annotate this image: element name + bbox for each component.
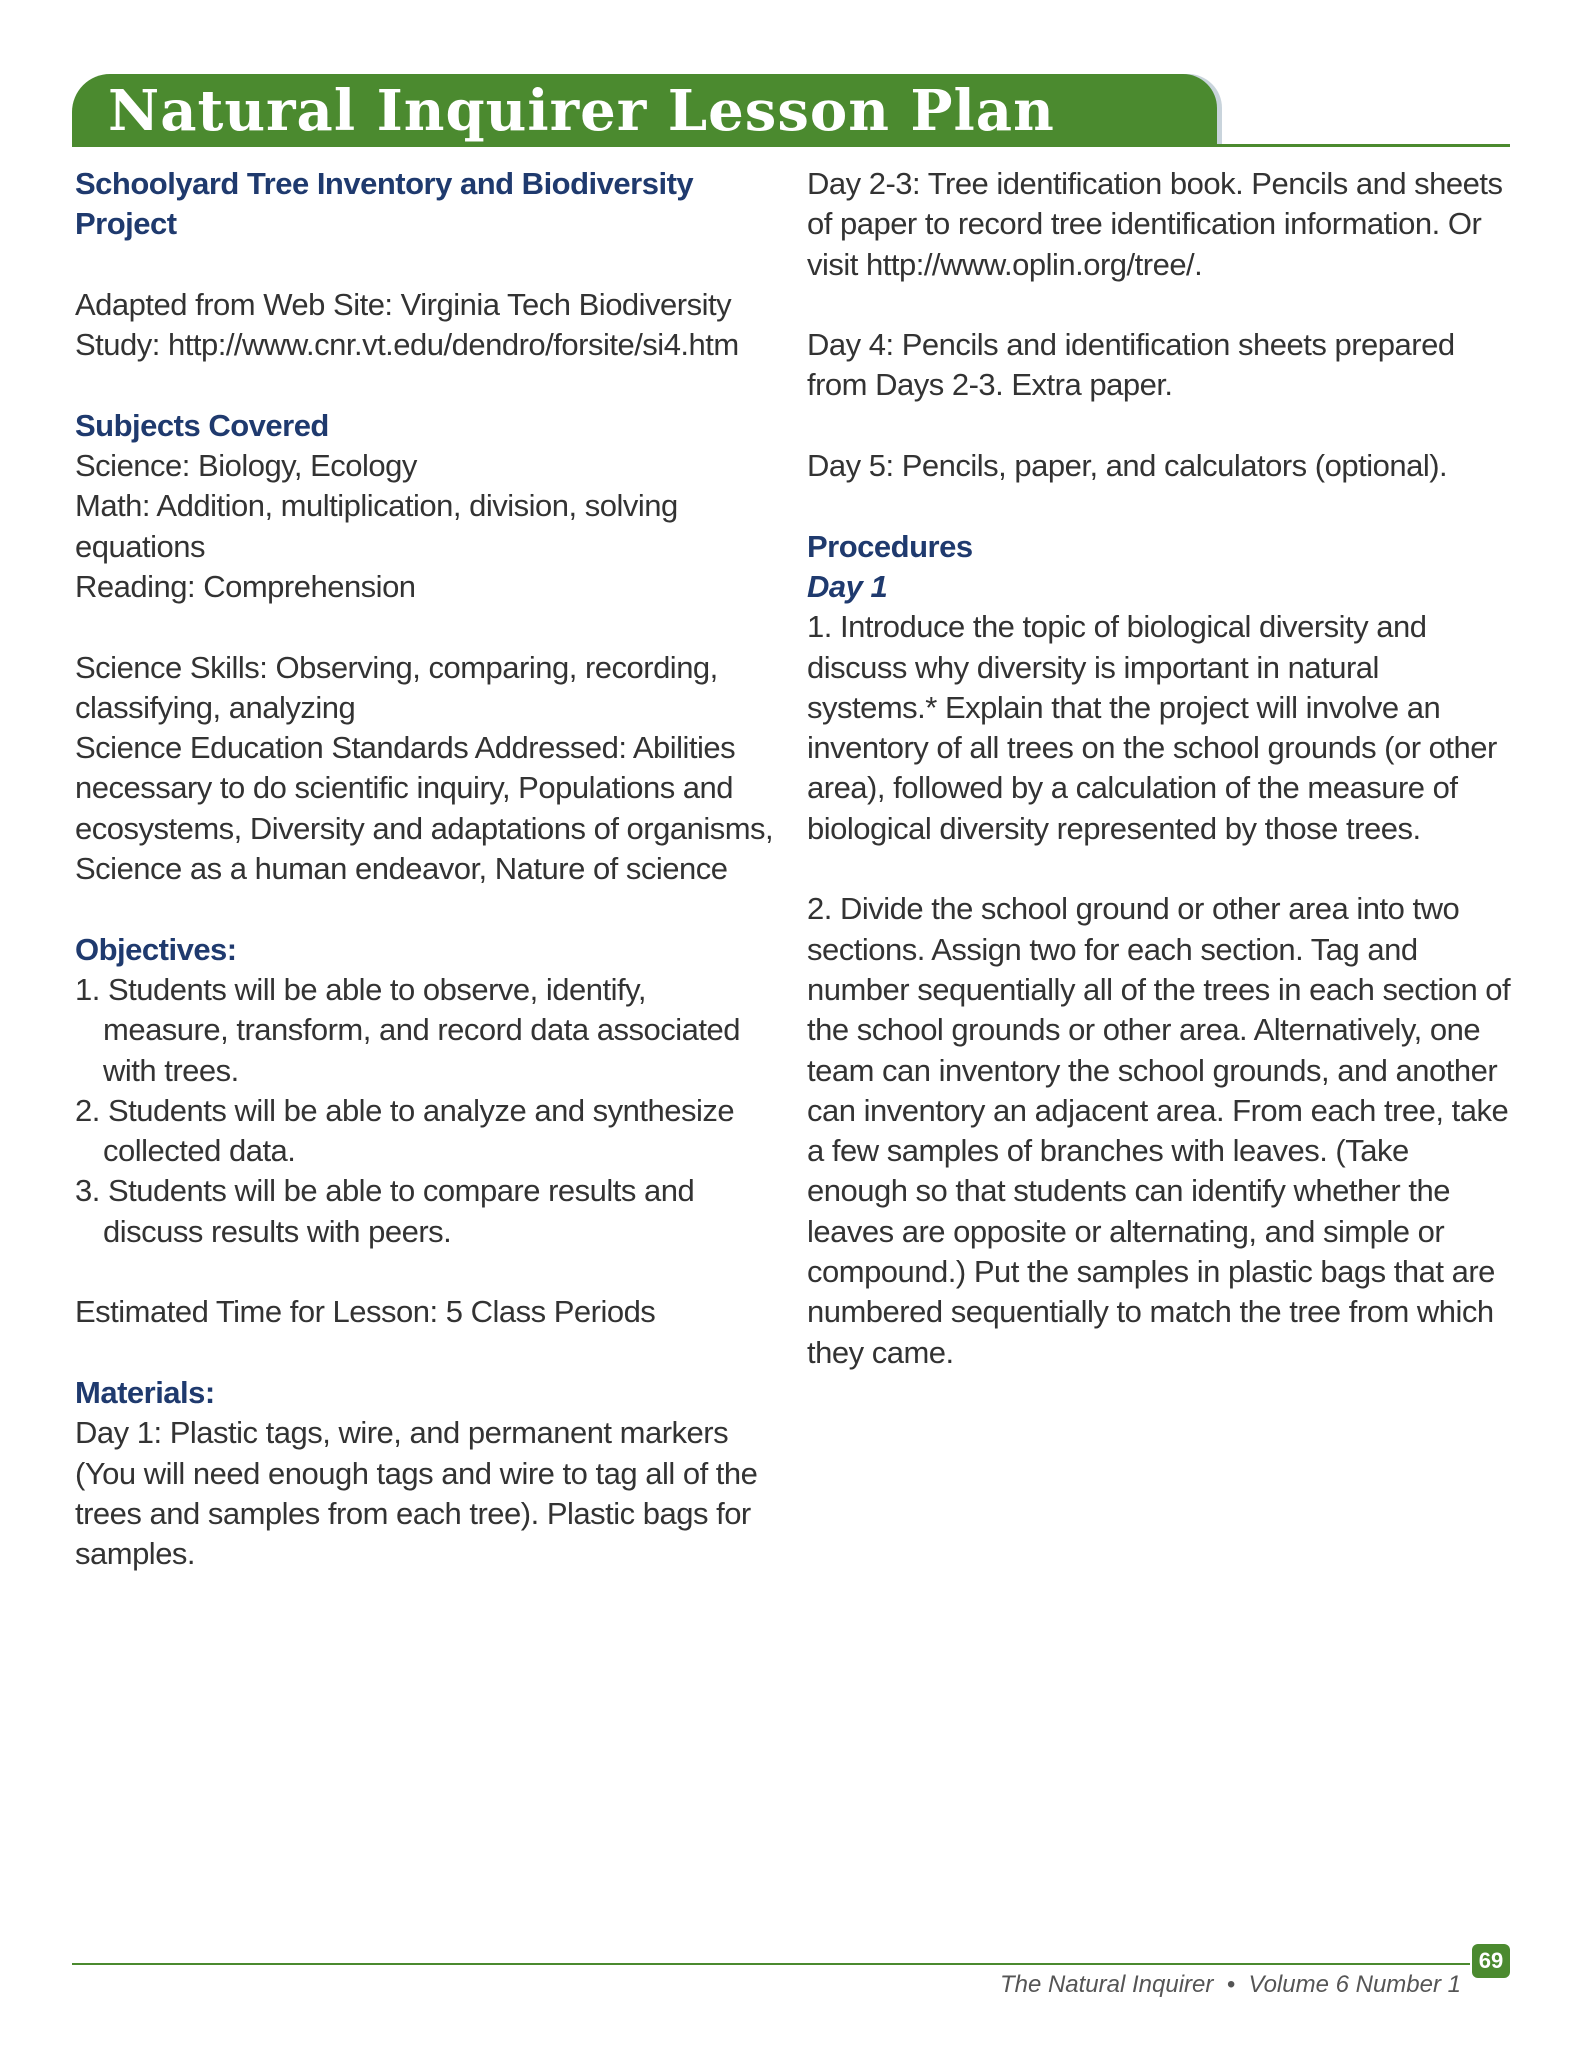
materials-day1: Day 1: Plastic tags, wire, and permanent markers (You will need enough tags and wire to tag all of the trees and samples from each tree). Plastic bags for samples. xyxy=(75,1415,758,1572)
objectives-heading: Objectives: xyxy=(75,931,237,967)
subject-item: Science: Biology, Ecology xyxy=(75,448,417,484)
science-skills: Science Skills: Observing, comparing, recording, classifying, analyzing xyxy=(75,649,718,725)
materials-day4: Day 4: Pencils and identification sheets prepared from Days 2-3. Extra paper. xyxy=(807,327,1455,403)
right-column xyxy=(807,164,1512,1373)
procedure-step-1: 1. Introduce the topic of biological diversity and discuss why diversity is important in natural systems.* Explain that the project will involve an inventory of all trees on the school grounds (or other area), followed by a calculation of the measure of biological diversity represented by those trees. xyxy=(807,609,1497,846)
left-column xyxy=(75,164,775,1574)
subjects-heading: Subjects Covered xyxy=(75,407,329,443)
materials-heading: Materials: xyxy=(75,1374,215,1410)
procedure-step-2: 2. Divide the school ground or other area into two sections. Assign two for each section. Tag and number sequentially all of the trees in each section of the school grounds or other area. Alternatively, one team can inventory the school grounds, and another can inventory an adjacent area. From each tree, take a few samples of branches with leaves. (Take enough so that students can identify whether the leaves are opposite or alternating, and simple or compound.) Put the samples in plastic bags that are numbered sequentially to match the tree from which they came. xyxy=(807,891,1511,1370)
page-title: Natural Inquirer Lesson Plan xyxy=(108,78,1055,144)
materials-day2-3: Day 2-3: Tree identification book. Pencils and sheets of paper to record tree identification information. Or visit http://www.oplin.org/tree/. xyxy=(807,166,1503,282)
procedures-heading: Procedures xyxy=(807,528,973,564)
header-rule xyxy=(72,144,1510,147)
materials-day5: Day 5: Pencils, paper, and calculators (optional). xyxy=(807,448,1448,484)
page-number-badge: 69 xyxy=(1472,1944,1510,1978)
objective-item: 3. Students will be able to compare results and discuss results with peers. xyxy=(75,1173,695,1249)
subject-item: Math: Addition, multiplication, division, solving equations xyxy=(75,488,678,564)
standards-addressed: Science Education Standards Addressed: Abilities necessary to do scientific inquiry, Populations and ecosystems, Diversity and adaptations of organisms, Science as a human endeavor, Nature of science xyxy=(75,730,774,887)
objective-item: 2. Students will be able to analyze and synthesize collected data. xyxy=(75,1092,735,1169)
subjects-list xyxy=(75,446,775,607)
project-title: Schoolyard Tree Inventory and Biodiversity Project xyxy=(75,166,694,242)
day1-heading: Day 1 xyxy=(807,568,888,604)
estimated-time: Estimated Time for Lesson: 5 Class Periods xyxy=(75,1294,656,1330)
objective-item: 1. Students will be able to observe, identify, measure, transform, and record data associated with trees. xyxy=(75,971,740,1088)
adapted-from: Adapted from Web Site: Virginia Tech Biodiversity Study: http://www.cnr.vt.edu/dendro/forsite/si4.htm xyxy=(75,286,739,363)
footer-rule xyxy=(72,1963,1470,1965)
footer-publication: The Natural Inquirer • Volume 6 Number 1 xyxy=(999,1971,1461,1998)
objectives-list xyxy=(75,970,775,1252)
subject-item: Reading: Comprehension xyxy=(75,568,416,604)
